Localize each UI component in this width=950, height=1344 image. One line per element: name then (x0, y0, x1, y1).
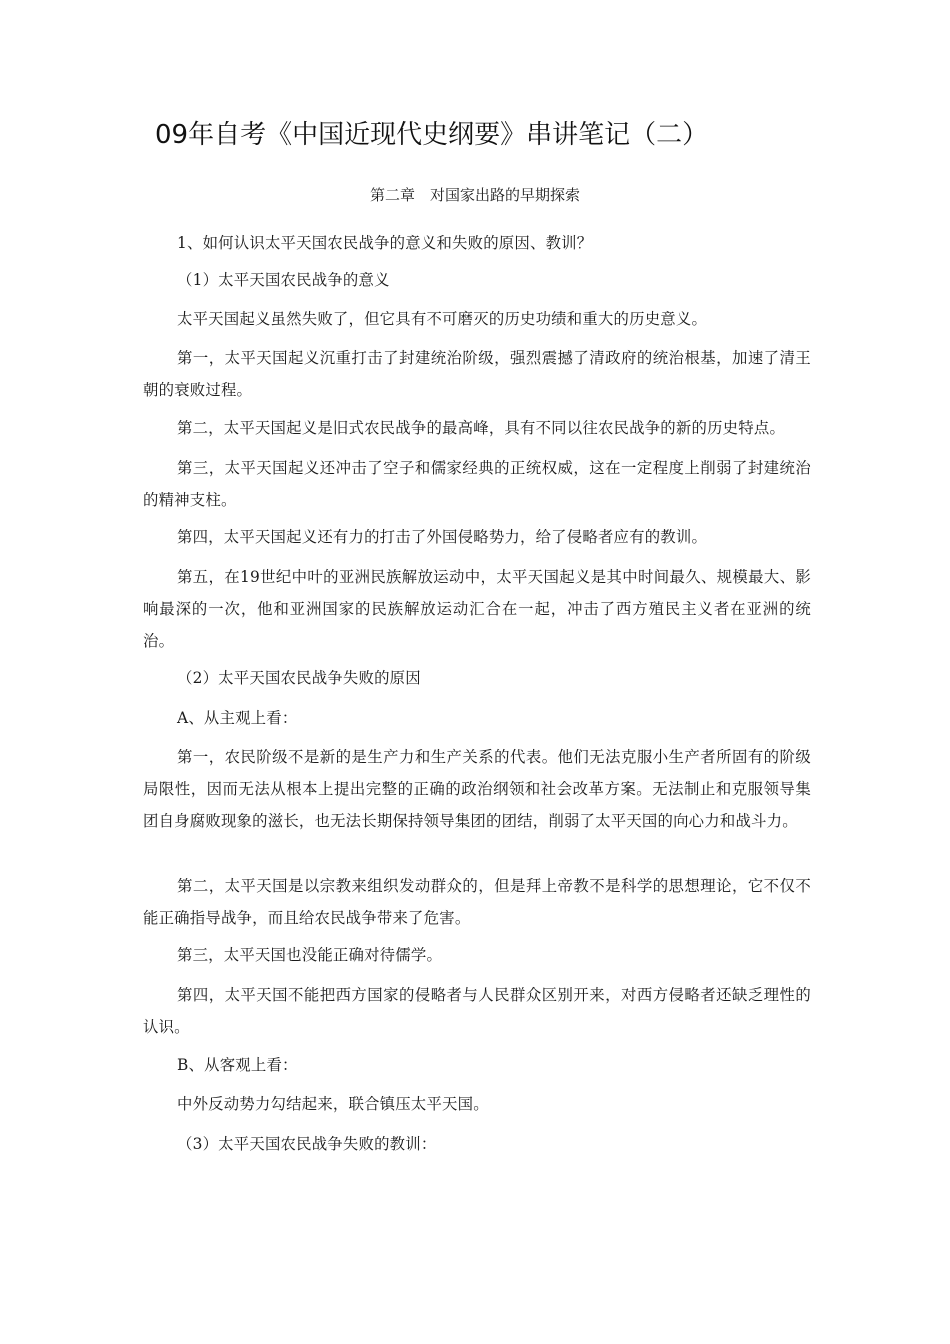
paragraph: 第四，太平天国不能把西方国家的侵略者与人民群众区别开来，对西方侵略者还缺乏理性的认识。 (143, 986, 811, 1036)
section-heading: （3）太平天国农民战争失败的教训： (177, 1135, 437, 1153)
paragraph: 第三，太平天国起义还冲击了空子和儒家经典的正统权威，这在一定程度上削弱了封建统治的精神支柱。 (143, 459, 811, 509)
section-heading: （1）太平天国农民战争的意义 (177, 271, 390, 289)
paragraph: 第四，太平天国起义还有力的打击了外国侵略势力，给了侵略者应有的教训。 (177, 528, 708, 546)
paragraph: 太平天国起义虽然失败了，但它具有不可磨灭的历史功绩和重大的历史意义。 (177, 310, 708, 328)
question-heading: 1、如何认识太平天国农民战争的意义和失败的原因、教训？ (177, 234, 593, 252)
subsection-heading: B、从客观上看： (177, 1056, 298, 1074)
paragraph: 第三，太平天国也没能正确对待儒学。 (177, 946, 443, 964)
paragraph: 第二，太平天国起义是旧式农民战争的最高峰，具有不同以往农民战争的新的历史特点。 (177, 419, 786, 437)
section-heading: （2）太平天国农民战争失败的原因 (177, 669, 421, 687)
paragraph: 中外反动势力勾结起来，联合镇压太平天国。 (177, 1095, 489, 1113)
paragraph: 第一，太平天国起义沉重打击了封建统治阶级，强烈震撼了清政府的统治根基，加速了清王朝的衰败过程。 (143, 349, 811, 399)
chapter-heading: 第二章 对国家出路的早期探索 (369, 186, 580, 204)
paragraph: 第五，在19世纪中叶的亚洲民族解放运动中，太平天国起义是其中时间最久、规模最大、影响最深的一次，他和亚洲国家的民族解放运动汇合在一起，冲击了西方殖民主义者在亚洲的统治。 (143, 568, 811, 650)
paragraph: 第一，农民阶级不是新的是生产力和生产关系的代表。他们无法克服小生产者所固有的阶级局限性，因而无法从根本上提出完整的正确的政治纲领和社会改革方案。无法制止和克服领导集团自身腐败现象的滋长，也无法长期保持领导集团的团结，削弱了太平天国的向心力和战斗力。 (143, 748, 811, 830)
paragraph: 第二，太平天国是以宗教来组织发动群众的，但是拜上帝教不是科学的思想理论，它不仅不能正确指导战争，而且给农民战争带来了危害。 (143, 877, 811, 927)
document-title: 09年自考《中国近现代史纲要》串讲笔记（二） (155, 120, 709, 150)
subsection-heading: A、从主观上看： (177, 709, 298, 727)
